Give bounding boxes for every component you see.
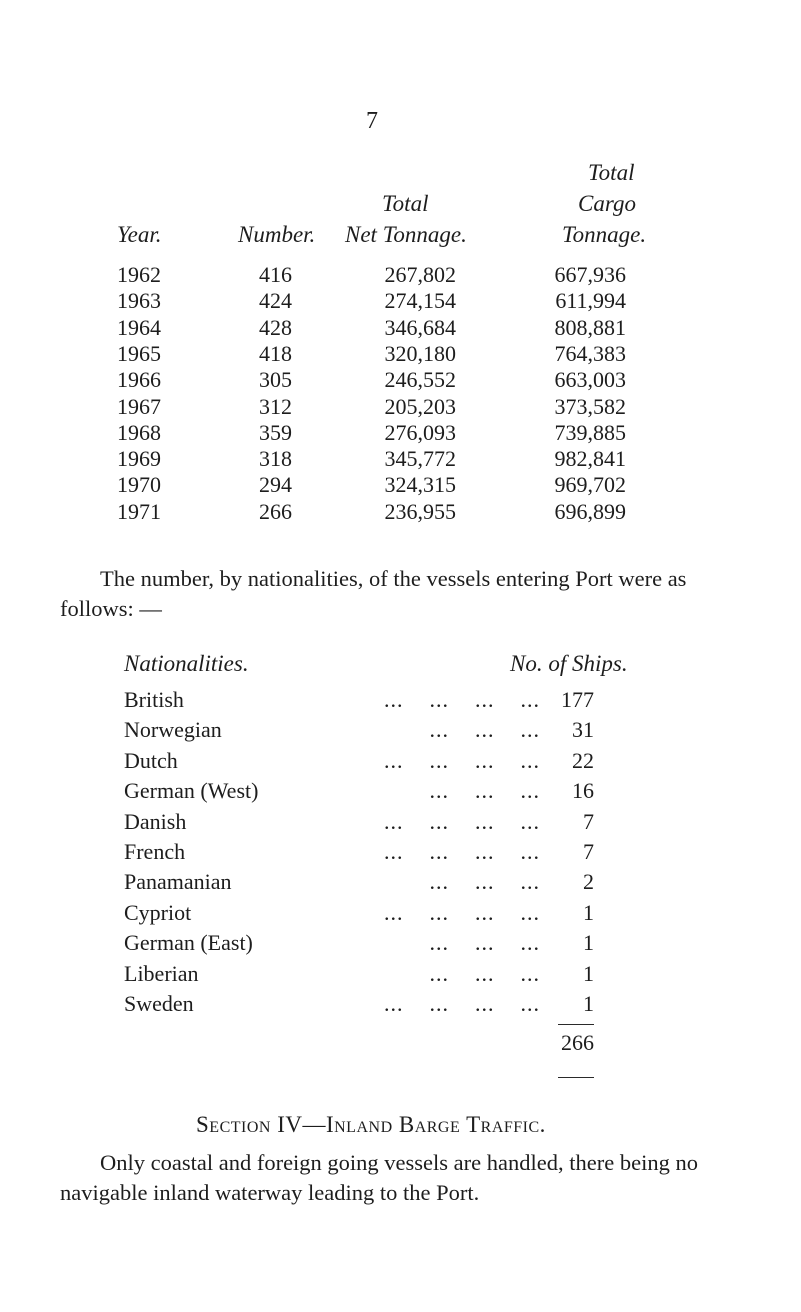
vessels-cell-cargo-tonnage: 373,582	[554, 393, 626, 419]
header-cargo-bottom: Tonnage.	[562, 222, 647, 247]
vessels-cell-number: 359	[259, 419, 292, 445]
leader-dots: ... ... ...	[429, 869, 540, 895]
vessels-cell-cargo-tonnage: 663,003	[554, 367, 626, 393]
vessels-cell-year: 1966	[117, 367, 161, 393]
header-cargo-top2: Cargo	[578, 191, 636, 216]
leader-dots: ... ... ...	[429, 717, 540, 743]
nationality-name: German (East)	[124, 930, 253, 956]
vessels-cell-number: 318	[259, 446, 292, 472]
vessels-cell-net-tonnage: 320,180	[384, 340, 456, 366]
vessels-cell-year: 1969	[117, 446, 161, 472]
ships-count: 1	[583, 930, 594, 956]
vessels-cell-cargo-tonnage: 667,936	[554, 262, 626, 287]
vessels-cell-number: 294	[259, 472, 292, 498]
vessels-cell-year: 1967	[117, 393, 161, 419]
page-number: 7	[366, 108, 378, 134]
nationality-name: Dutch	[124, 747, 178, 773]
vessels-cell-number: 416	[259, 262, 292, 287]
leader-dots: ... ... ...	[429, 778, 540, 804]
vessels-cell-year: 1962	[117, 262, 161, 287]
vessels-cell-year: 1971	[117, 498, 161, 524]
leader-dots: ... ... ... ...	[384, 899, 540, 925]
header-number: Number.	[238, 222, 316, 247]
ships-count: 22	[572, 747, 594, 773]
vessels-cell-year: 1970	[117, 472, 161, 498]
nationality-name: Cypriot	[124, 899, 192, 925]
nationalities-total: 266	[561, 1030, 594, 1055]
vessels-cell-number: 424	[259, 288, 292, 314]
vessels-cell-cargo-tonnage: 808,881	[554, 314, 626, 340]
leader-dots: ... ... ... ...	[384, 991, 540, 1016]
vessels-cell-number: 418	[259, 340, 292, 366]
header-net-bottom: Net Tonnage.	[345, 222, 467, 247]
nationality-name: French	[124, 839, 186, 864]
vessels-cell-net-tonnage: 345,772	[384, 446, 456, 472]
vessels-cell-net-tonnage: 236,955	[384, 498, 456, 524]
vessels-cell-number: 305	[259, 367, 292, 393]
header-year: Year.	[117, 222, 162, 247]
vessels-cell-cargo-tonnage: 611,994	[555, 288, 626, 314]
header-nationalities: Nationalities.	[124, 651, 249, 676]
leader-dots: ... ... ...	[429, 960, 540, 986]
ships-count: 7	[583, 808, 594, 834]
nationality-name: Sweden	[124, 991, 194, 1016]
vessels-cell-year: 1968	[117, 419, 161, 445]
ships-count: 7	[583, 839, 594, 864]
nationality-name: Panamanian	[124, 869, 232, 895]
vessels-cell-number: 266	[259, 498, 292, 524]
ships-count: 1	[583, 960, 594, 986]
ships-count: 16	[572, 778, 594, 804]
vessels-cell-year: 1963	[117, 288, 161, 314]
vessels-cell-net-tonnage: 246,552	[384, 367, 456, 393]
vessels-cell-cargo-tonnage: 764,383	[554, 340, 626, 366]
nationality-name: Danish	[124, 808, 187, 834]
total-rule-bottom	[558, 1077, 594, 1078]
leader-dots: ... ... ... ...	[384, 747, 540, 773]
ships-count: 1	[583, 899, 594, 925]
closing-paragraph: Only coastal and foreign going vessels are handled, there being no navigable inland waterway leading to the Port.	[60, 1150, 698, 1205]
leader-dots: ... ... ... ...	[384, 808, 540, 834]
vessels-cell-number: 428	[259, 314, 292, 340]
vessels-cell-net-tonnage: 274,154	[384, 288, 456, 314]
vessels-cell-cargo-tonnage: 982,841	[554, 446, 626, 472]
vessels-cell-net-tonnage: 267,802	[384, 262, 456, 287]
vessels-cell-net-tonnage: 276,093	[384, 419, 456, 445]
nationality-name: German (West)	[124, 778, 259, 804]
leader-dots: ... ... ... ...	[384, 687, 540, 712]
vessels-cell-cargo-tonnage: 739,885	[554, 419, 626, 445]
header-ships: No. of Ships.	[510, 651, 628, 676]
header-net-top: Total	[382, 191, 429, 216]
ships-count: 2	[583, 869, 594, 895]
nationality-name: Liberian	[124, 960, 199, 986]
nationality-name: British	[124, 687, 184, 712]
vessels-cell-year: 1965	[117, 340, 161, 366]
vessels-cell-net-tonnage: 346,684	[384, 314, 456, 340]
vessels-cell-number: 312	[259, 393, 292, 419]
ships-count: 177	[561, 687, 594, 712]
nationality-name: Norwegian	[124, 717, 222, 743]
vessels-cell-cargo-tonnage: 696,899	[554, 498, 626, 524]
vessels-cell-net-tonnage: 324,315	[384, 472, 456, 498]
vessels-cell-cargo-tonnage: 969,702	[554, 472, 626, 498]
vessels-cell-net-tonnage: 205,203	[384, 393, 456, 419]
vessels-cell-year: 1964	[117, 314, 161, 340]
ships-count: 31	[572, 717, 594, 743]
section-heading: Section IV—Inland Barge Traffic.	[196, 1112, 546, 1137]
leader-dots: ... ... ...	[429, 930, 540, 956]
total-rule-top	[558, 1024, 594, 1025]
leader-dots: ... ... ... ...	[384, 839, 540, 864]
ships-count: 1	[583, 991, 594, 1016]
intro-paragraph: The number, by nationalities, of the vessels entering Port were as follows: —	[60, 566, 687, 621]
header-cargo-top1: Total	[588, 160, 635, 185]
